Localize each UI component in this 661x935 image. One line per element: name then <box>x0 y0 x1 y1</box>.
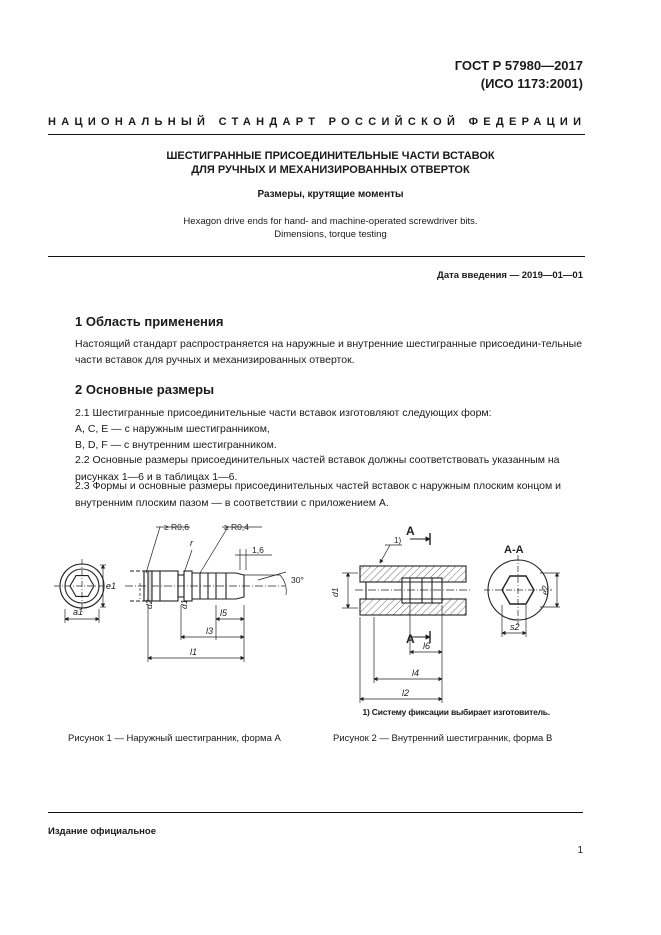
fig1-label-angle: 30° <box>291 575 304 585</box>
fig1-label-d1: d1 <box>179 599 189 609</box>
fig2-label-a-top: A <box>406 524 415 538</box>
figure-2-drawing <box>330 515 590 730</box>
footer-rule <box>48 812 583 813</box>
fig2-label-a-bottom: A <box>406 632 415 646</box>
iso-reference: (ИСО 1173:2001) <box>480 76 583 91</box>
national-standard-banner: НАЦИОНАЛЬНЫЙ СТАНДАРТ РОССИЙСКОЙ ФЕДЕРАЦИИ <box>48 116 587 128</box>
title-rule <box>48 256 585 257</box>
section-1-heading: 1 Область применения <box>75 314 224 329</box>
standard-number: ГОСТ Р 57980—2017 <box>454 58 583 73</box>
fig1-label-r: r <box>190 538 193 548</box>
effective-date: Дата введения — 2019—01—01 <box>437 270 583 281</box>
para-2-1: 2.1 Шестигранные присоединительные части вставок изготовляют следующих форм: <box>75 407 492 419</box>
fig1-label-l5: l5 <box>220 608 228 618</box>
fig1-label-e1: e1 <box>106 581 117 591</box>
english-title-1: Hexagon drive ends for hand- and machine-operated screwdriver bits. <box>183 216 478 227</box>
fig2-label-l2: l2 <box>402 688 410 698</box>
title-line-1: ШЕСТИГРАННЫЕ ПРИСОЕДИНИТЕЛЬНЫЕ ЧАСТИ ВСТАВОК <box>166 150 495 162</box>
subtitle: Размеры, крутящие моменты <box>257 189 404 200</box>
fig2-label-s2: s2 <box>510 622 520 632</box>
figure-2-caption: Рисунок 2 — Внутренний шестигранник, форма В <box>333 733 553 744</box>
page-number: 1 <box>577 845 583 856</box>
fig2-aa-view <box>484 555 560 637</box>
fig1-label-1-6: 1,6 <box>252 545 264 555</box>
fig2-label-l4: l4 <box>412 668 420 678</box>
section-1-text: Настоящий стандарт распространяется на наружные и внутренние шестигранные присоедини-тельные части вставок для ручных и механизированных отверток. <box>75 338 583 366</box>
para-2-1-b: В, D, F — с внутренним шестигранником. <box>75 439 277 451</box>
fig2-label-e2: e2 <box>540 585 550 595</box>
fig1-label-r04: ≥ R0,4 <box>224 522 249 532</box>
para-2-2: 2.2 Основные размеры присоединительных частей вставок должны соответствовать указанным на рисунках 1—6 и в таблицах 1—6. <box>75 454 560 483</box>
fig2-label-l6: l6 <box>423 641 431 651</box>
title-line-2: ДЛЯ РУЧНЫХ И МЕХАНИЗИРОВАННЫХ ОТВЕРТОК <box>191 164 470 176</box>
fig1-label-r06: ≥ R0,6 <box>164 522 189 532</box>
fig1-label-d2: d2 <box>144 599 154 609</box>
fig1-label-a1: a1 <box>73 607 84 617</box>
figure-1-drawing <box>40 515 330 725</box>
fig1-label-l3: l3 <box>206 626 214 636</box>
fig1-label-l1: l1 <box>190 647 198 657</box>
fig2-label-sup1: 1) <box>394 536 402 545</box>
english-title-2: Dimensions, torque testing <box>274 229 387 240</box>
section-2-heading: 2 Основные размеры <box>75 382 215 397</box>
fig2-label-aa: A-A <box>504 544 524 556</box>
para-2-3: 2.3 Формы и основные размеры присоединительных частей вставок с наружным плоским концом и внутренним плоским пазом — в соответствии с приложением А. <box>75 480 561 509</box>
figure-2-footnote: 1) Систему фиксации выбирает изготовитель. <box>362 707 550 717</box>
official-edition-note: Издание официальное <box>48 826 156 837</box>
para-2-1-a: А, С, Е — с наружным шестигранником, <box>75 423 270 435</box>
fig1-side-view <box>125 571 285 601</box>
fig2-section-view <box>355 566 472 615</box>
header-rule <box>48 134 585 135</box>
figure-1-caption: Рисунок 1 — Наружный шестигранник, форма А <box>68 733 281 744</box>
fig2-label-d1: d1 <box>330 587 340 597</box>
